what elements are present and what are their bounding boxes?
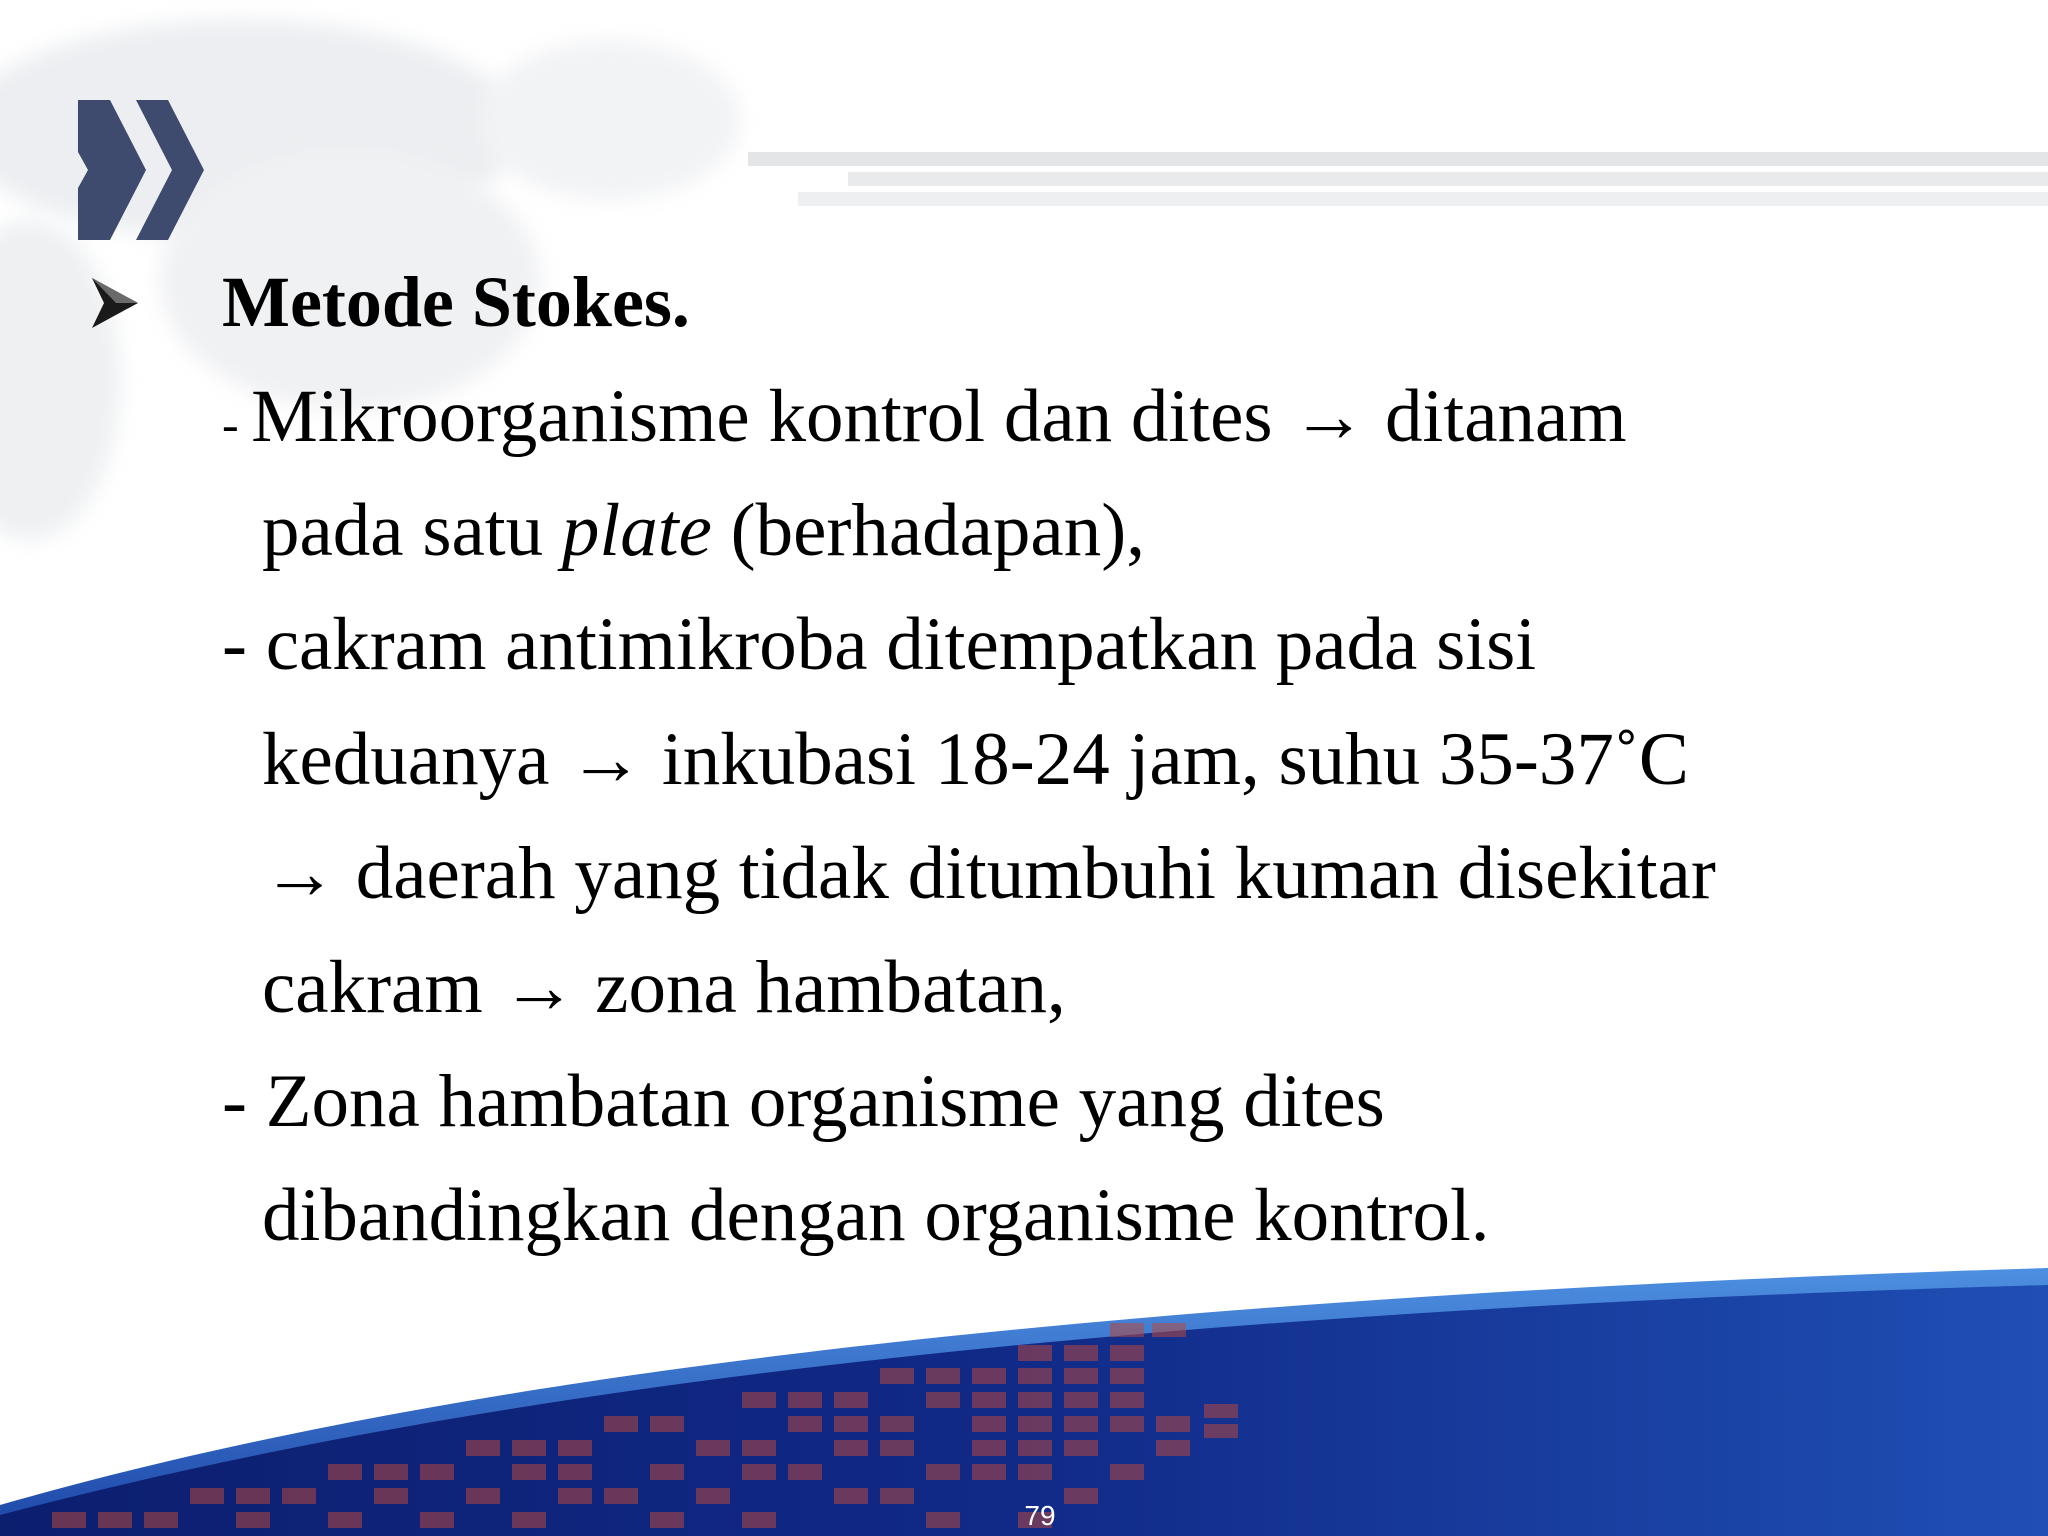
text-line-8: dibandingkan dengan organisme kontrol. [262, 1174, 1490, 1257]
text-line-5: → daerah yang tidak ditumbuhi kuman disekitar [262, 832, 1716, 915]
page-number: 79 [1024, 1500, 1056, 1531]
italic-term: plate [561, 489, 712, 572]
text-line-1 [222, 375, 1627, 458]
line-dash: - [222, 396, 252, 452]
text-line-7: - Zona hambatan organisme yang dites [222, 1060, 1385, 1143]
text-line-3: - cakram antimikroba ditempatkan pada sisi [222, 603, 1537, 686]
arrowhead-bullet-icon [92, 278, 138, 328]
text-line-2 [262, 489, 1145, 572]
text-line-4: keduanya → inkubasi 18-24 jam, suhu 35-37˚C [262, 718, 1689, 801]
slide-heading: Metode Stokes. [222, 262, 690, 342]
text-line-6: cakram → zona hambatan, [262, 946, 1066, 1029]
line-text: pada satu [262, 489, 562, 572]
line-text: (berhadapan), [711, 489, 1145, 572]
line-text: Mikroorganisme kontrol dan dites → ditanam [251, 375, 1627, 458]
